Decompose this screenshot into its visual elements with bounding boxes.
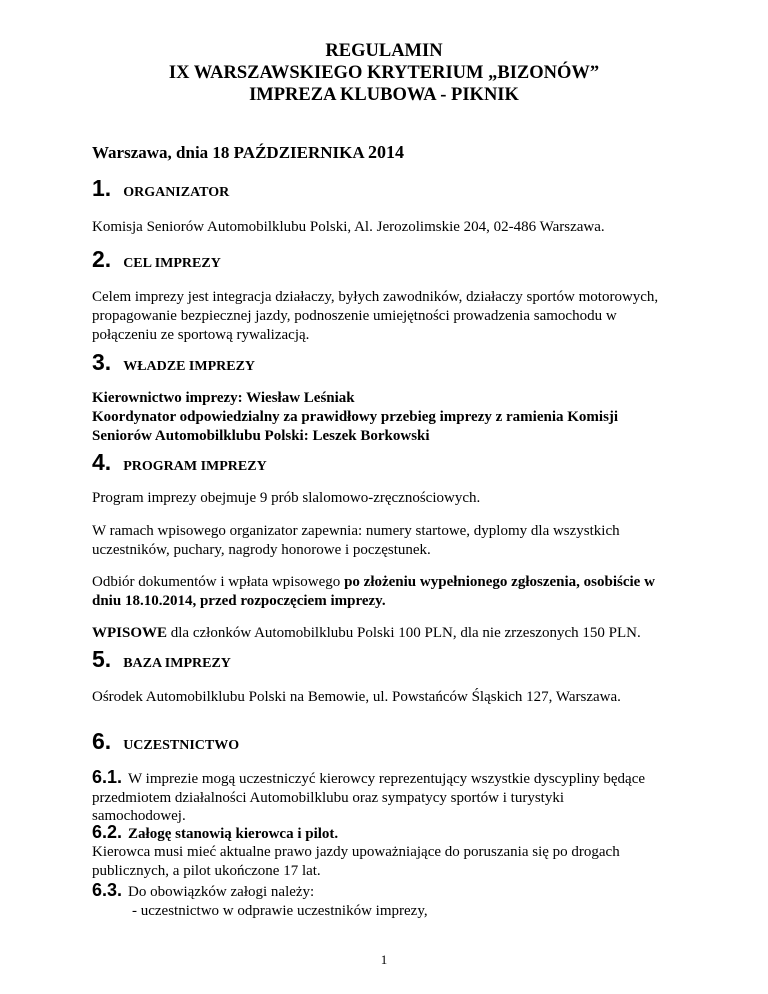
section-1-heading bbox=[92, 175, 230, 202]
section-5-text: Ośrodek Automobilklubu Polski na Bemowie, ul. Powstańców Śląskich 127, Warszawa. bbox=[92, 689, 621, 705]
section-4-para-2-line-2: uczestników, puchary, nagrody honorowe i poczęstunek. bbox=[92, 542, 431, 558]
subsection-6-2-heading bbox=[92, 823, 682, 844]
subsection-head: Do obowiązków załogi należy: bbox=[128, 884, 315, 900]
section-4-para-3-line-2: dniu 18.10.2014, przed rozpoczęciem imprezy. bbox=[92, 593, 386, 609]
subsection-6-1-line-2: przedmiotem działalności Automobilklubu oraz sympatycy sportów i turystyki bbox=[92, 790, 565, 806]
section-3-line-2: Koordynator odpowiedzialny za prawidłowy przebieg imprezy z ramienia Komisji bbox=[92, 409, 619, 425]
section-2-line-3: połączeniu ze sportową rywalizacją. bbox=[92, 327, 310, 343]
doc-title-line-1: REGULAMIN bbox=[325, 41, 443, 61]
section-2-line-1: Celem imprezy jest integracja działaczy, byłych zawodników, działaczy sportów motorowych, bbox=[92, 289, 659, 305]
subsection-6-1-line-1 bbox=[92, 768, 682, 789]
section-title: PROGRAM IMPREZY bbox=[123, 459, 267, 474]
subsection-text: W imprezie mogą uczestniczyć kierowcy reprezentujący wszystkie dyscypliny będące bbox=[128, 771, 646, 787]
section-2-line-2: propagowanie bezpiecznej jazdy, podnoszenie umiejętności prowadzenia samochodu w bbox=[92, 308, 617, 324]
section-number: 2. bbox=[92, 246, 112, 272]
section-title: WŁADZE IMPREZY bbox=[123, 359, 256, 374]
section-number: 1. bbox=[92, 175, 112, 201]
section-4-para-3-line-1 bbox=[92, 573, 682, 592]
subsection-6-1-line-3: samochodowej. bbox=[92, 808, 186, 824]
section-number: 5. bbox=[92, 646, 112, 672]
doc-title-line-2: IX WARSZAWSKIEGO KRYTERIUM „BIZONÓW” bbox=[168, 63, 600, 83]
subsection-number: 6.1. bbox=[92, 767, 123, 787]
date-year: 2014 bbox=[367, 142, 404, 162]
section-3-heading bbox=[92, 349, 256, 376]
section-title: ORGANIZATOR bbox=[123, 185, 230, 200]
page-number: 1 bbox=[380, 952, 388, 967]
section-3-line-1: Kierownictwo imprezy: Wiesław Leśniak bbox=[92, 390, 355, 406]
section-4-para-1: Program imprezy obejmuje 9 prób slalomowo-zręcznościowych. bbox=[92, 490, 481, 506]
subsection-6-2-line-2: publicznych, a pilot ukończone 17 lat. bbox=[92, 863, 321, 879]
section-number: 6. bbox=[92, 728, 112, 754]
entry-fee-label: WPISOWE bbox=[92, 625, 168, 641]
subsection-number: 6.3. bbox=[92, 880, 123, 900]
duties-list-item: - uczestnictwo w odprawie uczestników imprezy, bbox=[132, 903, 428, 919]
doc-title-line-3: IMPREZA KLUBOWA - PIKNIK bbox=[249, 85, 519, 105]
date-text: Warszawa, dnia 18 PAŹDZIERNIKA bbox=[92, 143, 364, 162]
entry-fee-text: dla członków Automobilklubu Polski 100 PLN, dla nie zrzeszonych 150 PLN. bbox=[167, 625, 641, 641]
section-number: 3. bbox=[92, 349, 112, 375]
section-5-heading bbox=[92, 646, 231, 673]
section-2-heading bbox=[92, 246, 221, 273]
section-4-heading bbox=[92, 449, 267, 476]
section-title: CEL IMPREZY bbox=[123, 256, 221, 271]
section-4-para-2-line-1: W ramach wpisowego organizator zapewnia: numery startowe, dyplomy dla wszystkich bbox=[92, 523, 620, 539]
para-3-normal-text: Odbiór dokumentów i wpłata wpisowego bbox=[92, 574, 345, 590]
section-6-heading bbox=[92, 728, 240, 755]
subsection-number: 6.2. bbox=[92, 822, 123, 842]
subsection-6-2-line-1: Kierowca musi mieć aktualne prawo jazdy upoważniające do poruszania się po drogach bbox=[92, 844, 620, 860]
subsection-6-3-heading bbox=[92, 881, 682, 902]
subsection-head: Załogę stanowią kierowca i pilot. bbox=[128, 826, 339, 842]
section-number: 4. bbox=[92, 449, 112, 475]
section-3-line-3: Seniorów Automobilklubu Polski: Leszek Borkowski bbox=[92, 428, 430, 444]
section-title: UCZESTNICTWO bbox=[123, 738, 240, 753]
section-1-text: Komisja Seniorów Automobilklubu Polski, Al. Jerozolimskie 204, 02-486 Warszawa. bbox=[92, 219, 605, 235]
section-title: BAZA IMPREZY bbox=[123, 656, 231, 671]
document-date bbox=[92, 143, 404, 162]
section-4-para-4 bbox=[92, 624, 682, 643]
para-3-bold-text: po złożeniu wypełnionego zgłoszenia, osobiście w bbox=[344, 574, 655, 590]
